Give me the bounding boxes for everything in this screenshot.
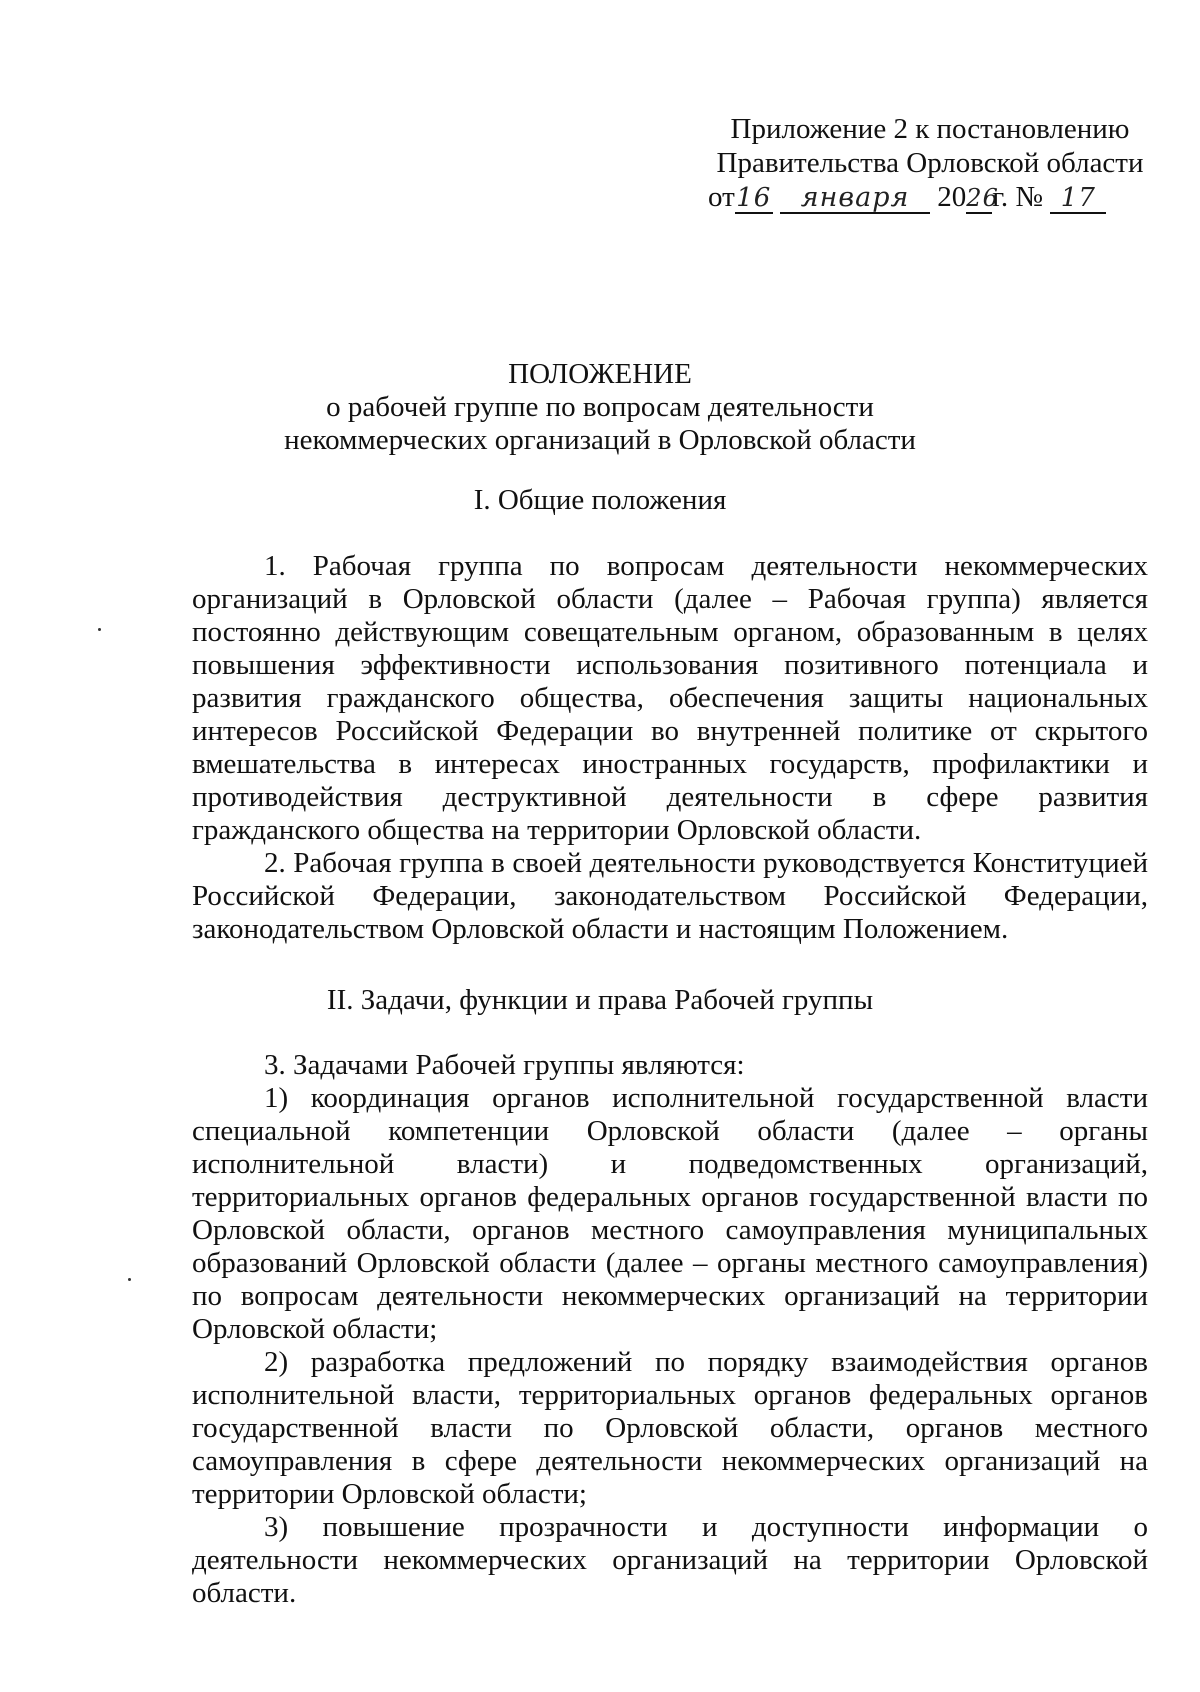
scan-speck xyxy=(128,1278,131,1281)
year-prefix: 20 xyxy=(937,181,967,213)
appendix-line-2: Правительства Орловской области xyxy=(716,147,1144,179)
document-subtitle-line-2: некоммерческих организаций в Орловской области xyxy=(284,424,916,456)
document-subtitle-line-1: о рабочей группе по вопросам деятельности xyxy=(326,391,874,423)
list-item-3: 3) повышение прозрачности и доступности информации о деятельности некоммерческих организаций на территории Орловской области. xyxy=(192,1511,1148,1609)
section-2-body xyxy=(192,1049,1148,1610)
section-1-heading: I. Общие положения xyxy=(473,484,727,516)
list-item-1: 1) координация органов исполнительной государственной власти специальной компетенции Орловской области (далее – органы исполнительной власти) и подведомственных организаций, территориальных органов федеральных органов государственной власти по Орловской области, органов местного самоуправления муниципальных образований Орловской области (далее – органы местного самоуправления) по вопросам деятельности некоммерческих организаций на территории Орловской области; xyxy=(192,1082,1148,1345)
paragraph-1: 1. Рабочая группа по вопросам деятельности некоммерческих организаций в Орловской области (далее – Рабочая группа) является постоянно действующим совещательным органом, образованным в целях повышения эффективности использования позитивного потенциала и развития гражданского общества, обеспечения защиты национальных интересов Российской Федерации во внутренней политике от скрытого вмешательства в интересах иностранных государств, профилактики и противодействия деструктивной деятельности в сфере развития гражданского общества на территории Орловской области. xyxy=(192,550,1148,846)
appendix-line-1: Приложение 2 к постановлению xyxy=(730,113,1130,145)
handwritten-year-suffix: 26 xyxy=(966,184,999,212)
year-number-label: г. № xyxy=(992,181,1044,213)
date-prefix: от xyxy=(708,181,735,213)
appendix-block xyxy=(700,112,1160,214)
handwritten-day: 16 xyxy=(736,183,772,213)
scan-speck xyxy=(98,628,101,631)
paragraph-3: 3. Задачами Рабочей группы являются: xyxy=(264,1049,745,1081)
handwritten-document-number: 17 xyxy=(1050,184,1106,214)
paragraph-2: 2. Рабочая группа в своей деятельности руководствуется Конституцией Российской Федерации, законодательством Российской Федерации, законодательством Орловской области и настоящим Положением. xyxy=(192,847,1148,945)
document-title: ПОЛОЖЕНИЕ xyxy=(508,358,692,390)
section-2-heading: II. Задачи, функции и права Рабочей группы xyxy=(326,984,874,1016)
list-item-2: 2) разработка предложений по порядку взаимодействия органов исполнительной власти, территориальных органов федеральных органов государственной власти по Орловской области, органов местного самоуправления в сфере деятельности некоммерческих организаций на территории Орловской области; xyxy=(192,1346,1148,1510)
appendix-date-line xyxy=(700,180,1160,214)
handwritten-month: января xyxy=(780,184,930,214)
document-title-block xyxy=(0,358,1200,457)
section-1-body xyxy=(192,550,1148,946)
